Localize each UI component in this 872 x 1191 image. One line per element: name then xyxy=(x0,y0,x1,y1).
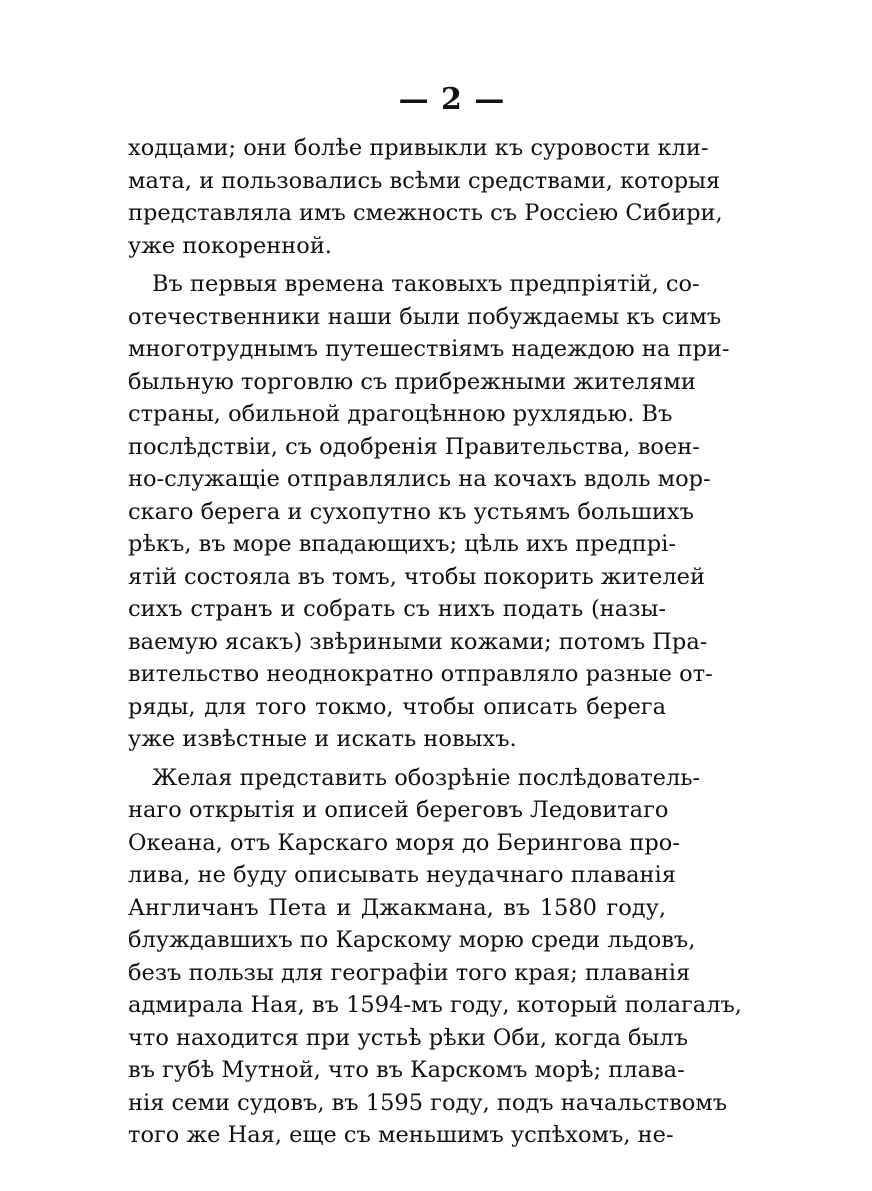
text-line: Океана, отъ Карскаго моря до Берингова про- xyxy=(128,829,680,856)
text-line: въ губѣ Мутной, что въ Карскомъ морѣ; плава- xyxy=(128,1057,685,1083)
text-line: сихъ странъ и собрать съ нихъ подать (назы- xyxy=(128,596,666,622)
page-number: — 2 — xyxy=(398,82,506,117)
text-line: что находится при устьѣ рѣки Оби, когда былъ xyxy=(128,1024,689,1051)
text-line: того же Ная, еще съ меньшимъ успѣхомъ, не- xyxy=(128,1122,674,1148)
text-line: блуждавшихъ по Карскому морю среди льдовъ, xyxy=(128,927,696,953)
text-line: нія семи судовъ, въ 1595 году, подъ начальствомъ xyxy=(128,1089,728,1116)
text-line: лива, не буду описывать неудачнаго плаванія xyxy=(128,862,676,888)
text-line: уже извѣстные и искать новыхъ. xyxy=(128,726,517,752)
text-line: Въ первыя времена таковыхъ предпріятій, со- xyxy=(152,271,700,297)
text-line: но-служащіе отправлялись на кочахъ вдоль мор- xyxy=(128,466,711,492)
text-line: безъ пользы для географіи того края; плаванія xyxy=(128,959,691,986)
body-text xyxy=(128,132,742,1152)
text-line: ряды, для того токмо, чтобы описать берега xyxy=(128,693,666,720)
paragraph xyxy=(128,268,730,756)
text-line: уже покоренной. xyxy=(128,232,332,259)
text-line: послѣдствіи, съ одобренія Правительства, воен- xyxy=(128,433,700,460)
text-line: многотруднымъ путешествіямъ надеждою на при- xyxy=(128,336,730,362)
text-line: представляла имъ смежность съ Россіею Сибири, xyxy=(128,200,723,226)
text-line: рѣкъ, въ море впадающихъ; цѣль ихъ предпрі- xyxy=(128,531,676,557)
text-line: Англичанъ Пета и Джакмана, въ 1580 году, xyxy=(128,894,666,921)
text-line: адмирала Ная, въ 1594-мъ году, который полагалъ, xyxy=(128,992,742,1018)
text-line: быльную торговлю съ прибрежными жителями xyxy=(128,368,696,395)
text-line: мата, и пользовались всѣми средствами, которыя xyxy=(128,167,721,194)
text-line: наго открытія и описей береговъ Ледовитаго xyxy=(128,797,669,823)
paragraph xyxy=(128,132,723,262)
text-line: отечественники наши были побуждаемы къ симъ xyxy=(128,303,722,330)
text-line: Желая представить обозрѣніе послѣдователь- xyxy=(152,764,701,791)
text-line: ходцами; они болѣе привыкли къ суровости кли- xyxy=(128,135,709,161)
text-line: ятій состояла въ томъ, чтобы покорить жителей xyxy=(128,563,705,590)
text-line: ваемую ясакъ) звѣриными кожами; потомъ Пра- xyxy=(128,628,708,655)
text-line: страны, обильной драгоцѣнною рухлядью. Въ xyxy=(128,401,673,427)
paragraph xyxy=(128,762,742,1152)
text-line: вительство неоднократно отправляло разные от- xyxy=(128,661,713,687)
text-line: скаго берега и сухопутно къ устьямъ большихъ xyxy=(128,498,694,525)
